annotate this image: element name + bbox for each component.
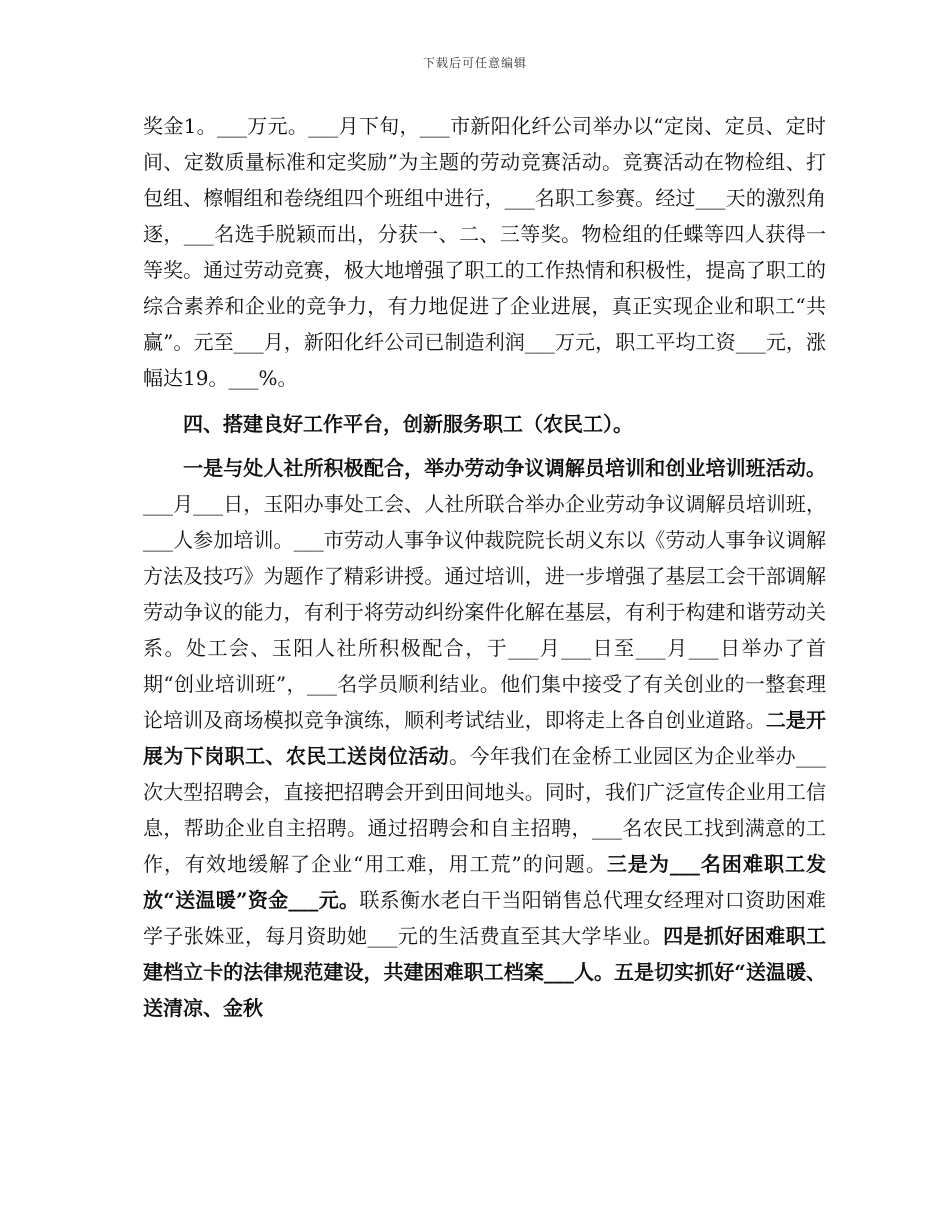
- document-body: [143, 108, 826, 1026]
- point-two-text: 。今年我们在金桥工业园区为企业举办___次大型招聘会，直接把招聘会开到田间地头。同时，我们广泛宣传企业用工信息，帮助企业自主招聘。通过招聘会和自主招聘，___名农民工找到满意的工作，有效地缓解了企业“用工难，用工荒”的问题。: [143, 744, 826, 876]
- point-four-five-bold: 四是抓好困难职工建档立卡的法律规范建设，共建困难职工档案___人。五是切实抓好“送温暖、送清凉、金秋: [143, 924, 826, 1020]
- point-three-text: 联系衡水老白干当阳销售总代理女经理对口资助困难学子张姝亚，每月资助她___元的生活费直至其大学毕业。: [143, 888, 826, 948]
- paragraph-service-workers: [143, 450, 826, 1026]
- section-heading-4: 四、搭建良好工作平台，创新服务职工（农民工）。: [183, 412, 633, 436]
- point-one-bold: 一是与处人社所积极配合，举办劳动争议调解员培训和创业培训班活动。: [183, 456, 826, 480]
- point-three-bold: 三是为___名困难职工发放“送温暖”资金___元。: [143, 852, 826, 912]
- paragraph-labor-competition: 奖金1。___万元。___月下旬，___市新阳化纤公司举办以“定岗、定员、定时间、定数质量标准和定奖励”为主题的劳动竞赛活动。竞赛活动在物检组、打包组、檫帽组和卷绕组四个班组中进行，___名职工参赛。经过___天的激烈角逐，___名选手脱颖而出，分获一、二、三等奖。物检组的任蝶等四人获得一等奖。通过劳动竞赛，极大地增强了职工的工作热情和积极性，提高了职工的综合素养和企业的竞争力，有力地促进了企业进展，真正实现企业和职工“共赢”。元至___月，新阳化纤公司已制造利润___万元，职工平均工资___元，涨幅达19。___%。: [143, 114, 826, 390]
- point-two-bold: 二是开展为下岗职工、农民工送岗位活动: [143, 708, 827, 768]
- point-one-text: ___月___日，玉阳办事处工会、人社所联合举办企业劳动争议调解员培训班，___人参加培训。___市劳动人事争议仲裁院院长胡义东以《劳动人事争议调解方法及技巧》为题作了精彩讲授。通过培训，进一步增强了基层工会干部调解劳动争议的能力，有利于将劳动纠纷案件化解在基层，有利于构建和谐劳动关系。处工会、玉阳人社所积极配合，于___月___日至___月___日举办了首期“创业培训班”，___名学员顺利结业。他们集中接受了有关创业的一整套理论培训及商场模拟竞争演练，顺利考试结业，即将走上各自创业道路。: [143, 492, 826, 732]
- page-header: 下载后可任意编辑: [422, 56, 527, 70]
